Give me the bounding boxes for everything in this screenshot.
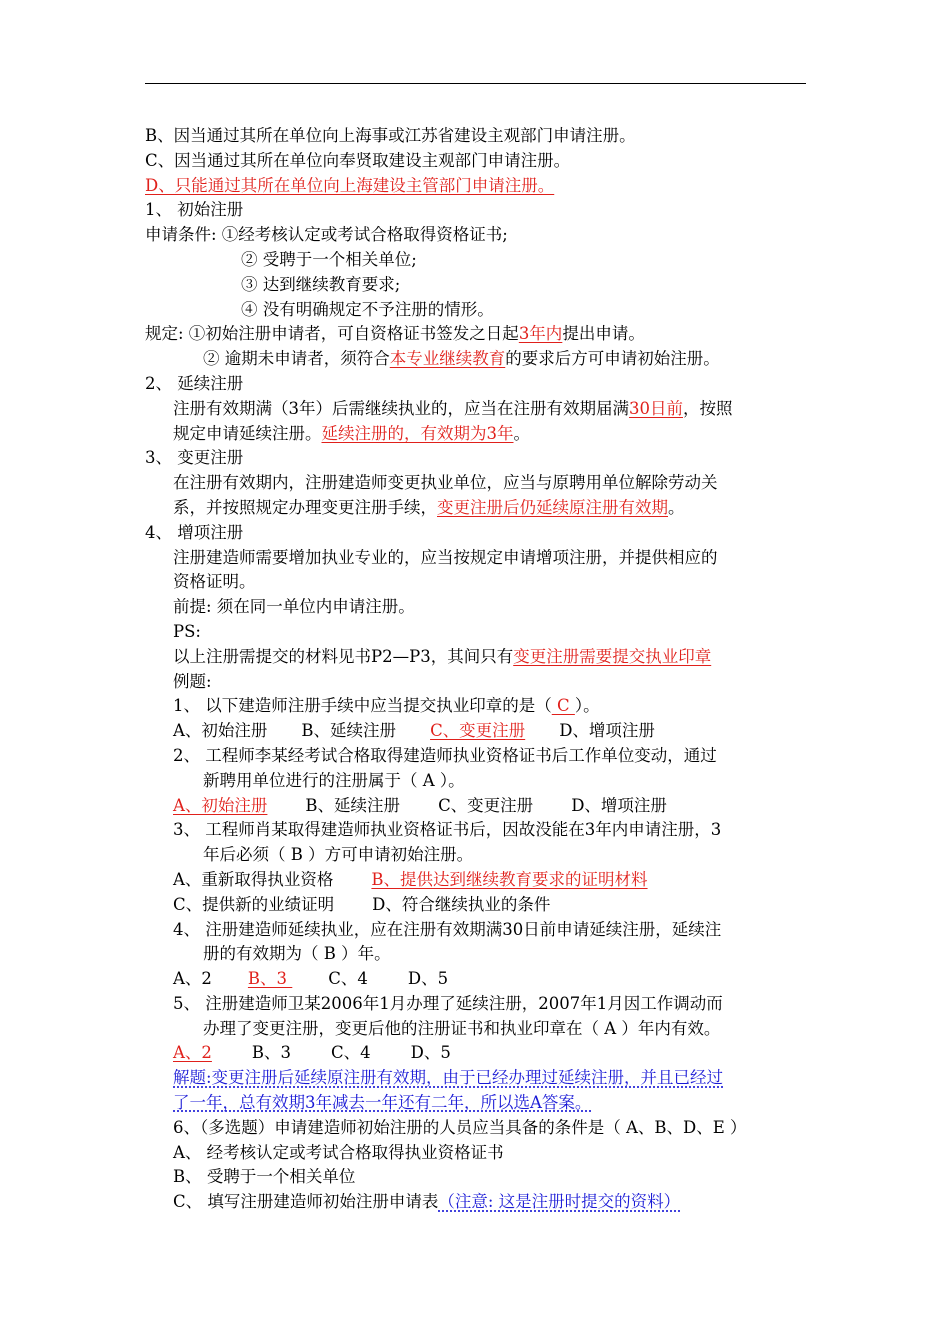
rule-1: 规定: ①初始注册申请者，可自资格证书签发之日起3年内提出申请。 [145,324,645,344]
question-4-options: A、2 B、3 C、4 D、5 [173,969,449,989]
question-4: 4、 注册建造师延续执业，应在注册有效期满30日前申请延续注册，延续注 [173,919,722,939]
question-3-options-2: C、提供新的业绩证明 D、符合继续执业的条件 [173,894,551,914]
question-3: 3、 工程师肖某取得建造师执业资格证书后，因故没能在3年内申请注册，3 [173,820,722,840]
solution-line-2: 了一年，总有效期3年减去一年还有二年，所以选A答案。 [173,1093,592,1113]
addition-text-1: 注册建造师需要增加执业专业的，应当按规定申请增项注册，并提供相应的 [173,547,718,567]
condition-1: 申请条件: ①经考核认定或考试合格取得资格证书; [145,225,508,245]
renewal-text-2: 规定申请延续注册。延续注册的，有效期为3年。 [173,423,530,443]
change-text-2: 系，并按照规定办理变更注册手续，变更注册后仍延续原注册有效期。 [173,497,685,517]
section-heading-addition: 4、 增项注册 [145,522,244,542]
question-6-option-c: C、 填写注册建造师初始注册申请表（注意: 这是注册时提交的资料） [173,1192,681,1212]
condition-4: ④ 没有明确规定不予注册的情形。 [241,299,494,319]
option-c-line: C、因当通过其所在单位向奉贤取建设主观部门申请注册。 [145,150,571,170]
rule-2: ② 逾期未申请者，须符合本专业继续教育的要求后方可申请初始注册。 [203,349,720,369]
question-1: 1、 以下建造师注册手续中应当提交执业印章的是（ C ）。 [173,696,600,716]
question-4-cont: 册的有效期为（ B ）年。 [203,944,391,964]
question-5-options: A、2 B、3 C、4 D、5 [173,1043,451,1063]
condition-2: ② 受聘于一个相关单位; [241,249,417,269]
question-6-option-b: B、 受聘于一个相关单位 [173,1167,356,1187]
question-2: 2、 工程师李某经考试合格取得建造师执业资格证书后工作单位变动，通过 [173,745,717,765]
question-2-cont: 新聘用单位进行的注册属于（ A ）。 [203,770,465,790]
header-rule [145,83,806,84]
option-b-line: B、因当通过其所在单位向上海事或江苏省建设主观部门申请注册。 [145,126,636,145]
solution-line-1: 解题:变更注册后延续原注册有效期，由于已经办理过延续注册，并且已经过 [173,1068,724,1088]
question-5-cont: 办理了变更注册，变更后他的注册证书和执业印章在（ A ）年内有效。 [203,1018,721,1038]
condition-3: ③ 达到继续教育要求; [241,274,401,294]
section-heading-renewal: 2、 延续注册 [145,373,244,393]
ps-text: 以上注册需提交的材料见书P2—P3，其间只有变更注册需要提交执业印章 [173,646,712,666]
document-body [145,124,810,1215]
question-6: 6、（多选题）申请建造师初始注册的人员应当具备的条件是（ A、B、D、E ） [173,1117,747,1137]
ps-label: PS: [173,621,201,641]
option-d-answer: D、只能通过其所在单位向上海建设主管部门申请注册。 [145,175,555,195]
change-text-1: 在注册有效期内，注册建造师变更执业单位，应当与原聘用单位解除劳动关 [173,473,718,493]
question-3-options-1: A、重新取得执业资格 B、提供达到继续教育要求的证明材料 [173,869,648,889]
section-heading-change: 3、 变更注册 [145,448,244,468]
addition-text-2: 资格证明。 [173,572,256,592]
question-5: 5、 注册建造师卫某2006年1月办理了延续注册，2007年1月因工作调动而 [173,993,723,1013]
section-heading-initial: 1、 初始注册 [145,200,244,220]
question-3-cont: 年后必须（ B ）方可申请初始注册。 [203,845,474,865]
renewal-text-1: 注册有效期满（3年）后需继续执业的，应当在注册有效期届满30日前，按照 [173,398,733,418]
question-6-option-a: A、 经考核认定或考试合格取得执业资格证书 [173,1142,504,1162]
premise-text: 前提: 须在同一单位内申请注册。 [173,597,415,617]
question-2-options: A、初始注册 B、延续注册 C、变更注册 D、增项注册 [173,795,667,815]
question-1-options: A、初始注册 B、延续注册 C、变更注册 D、增项注册 [173,721,655,741]
examples-heading: 例题: [173,671,212,691]
